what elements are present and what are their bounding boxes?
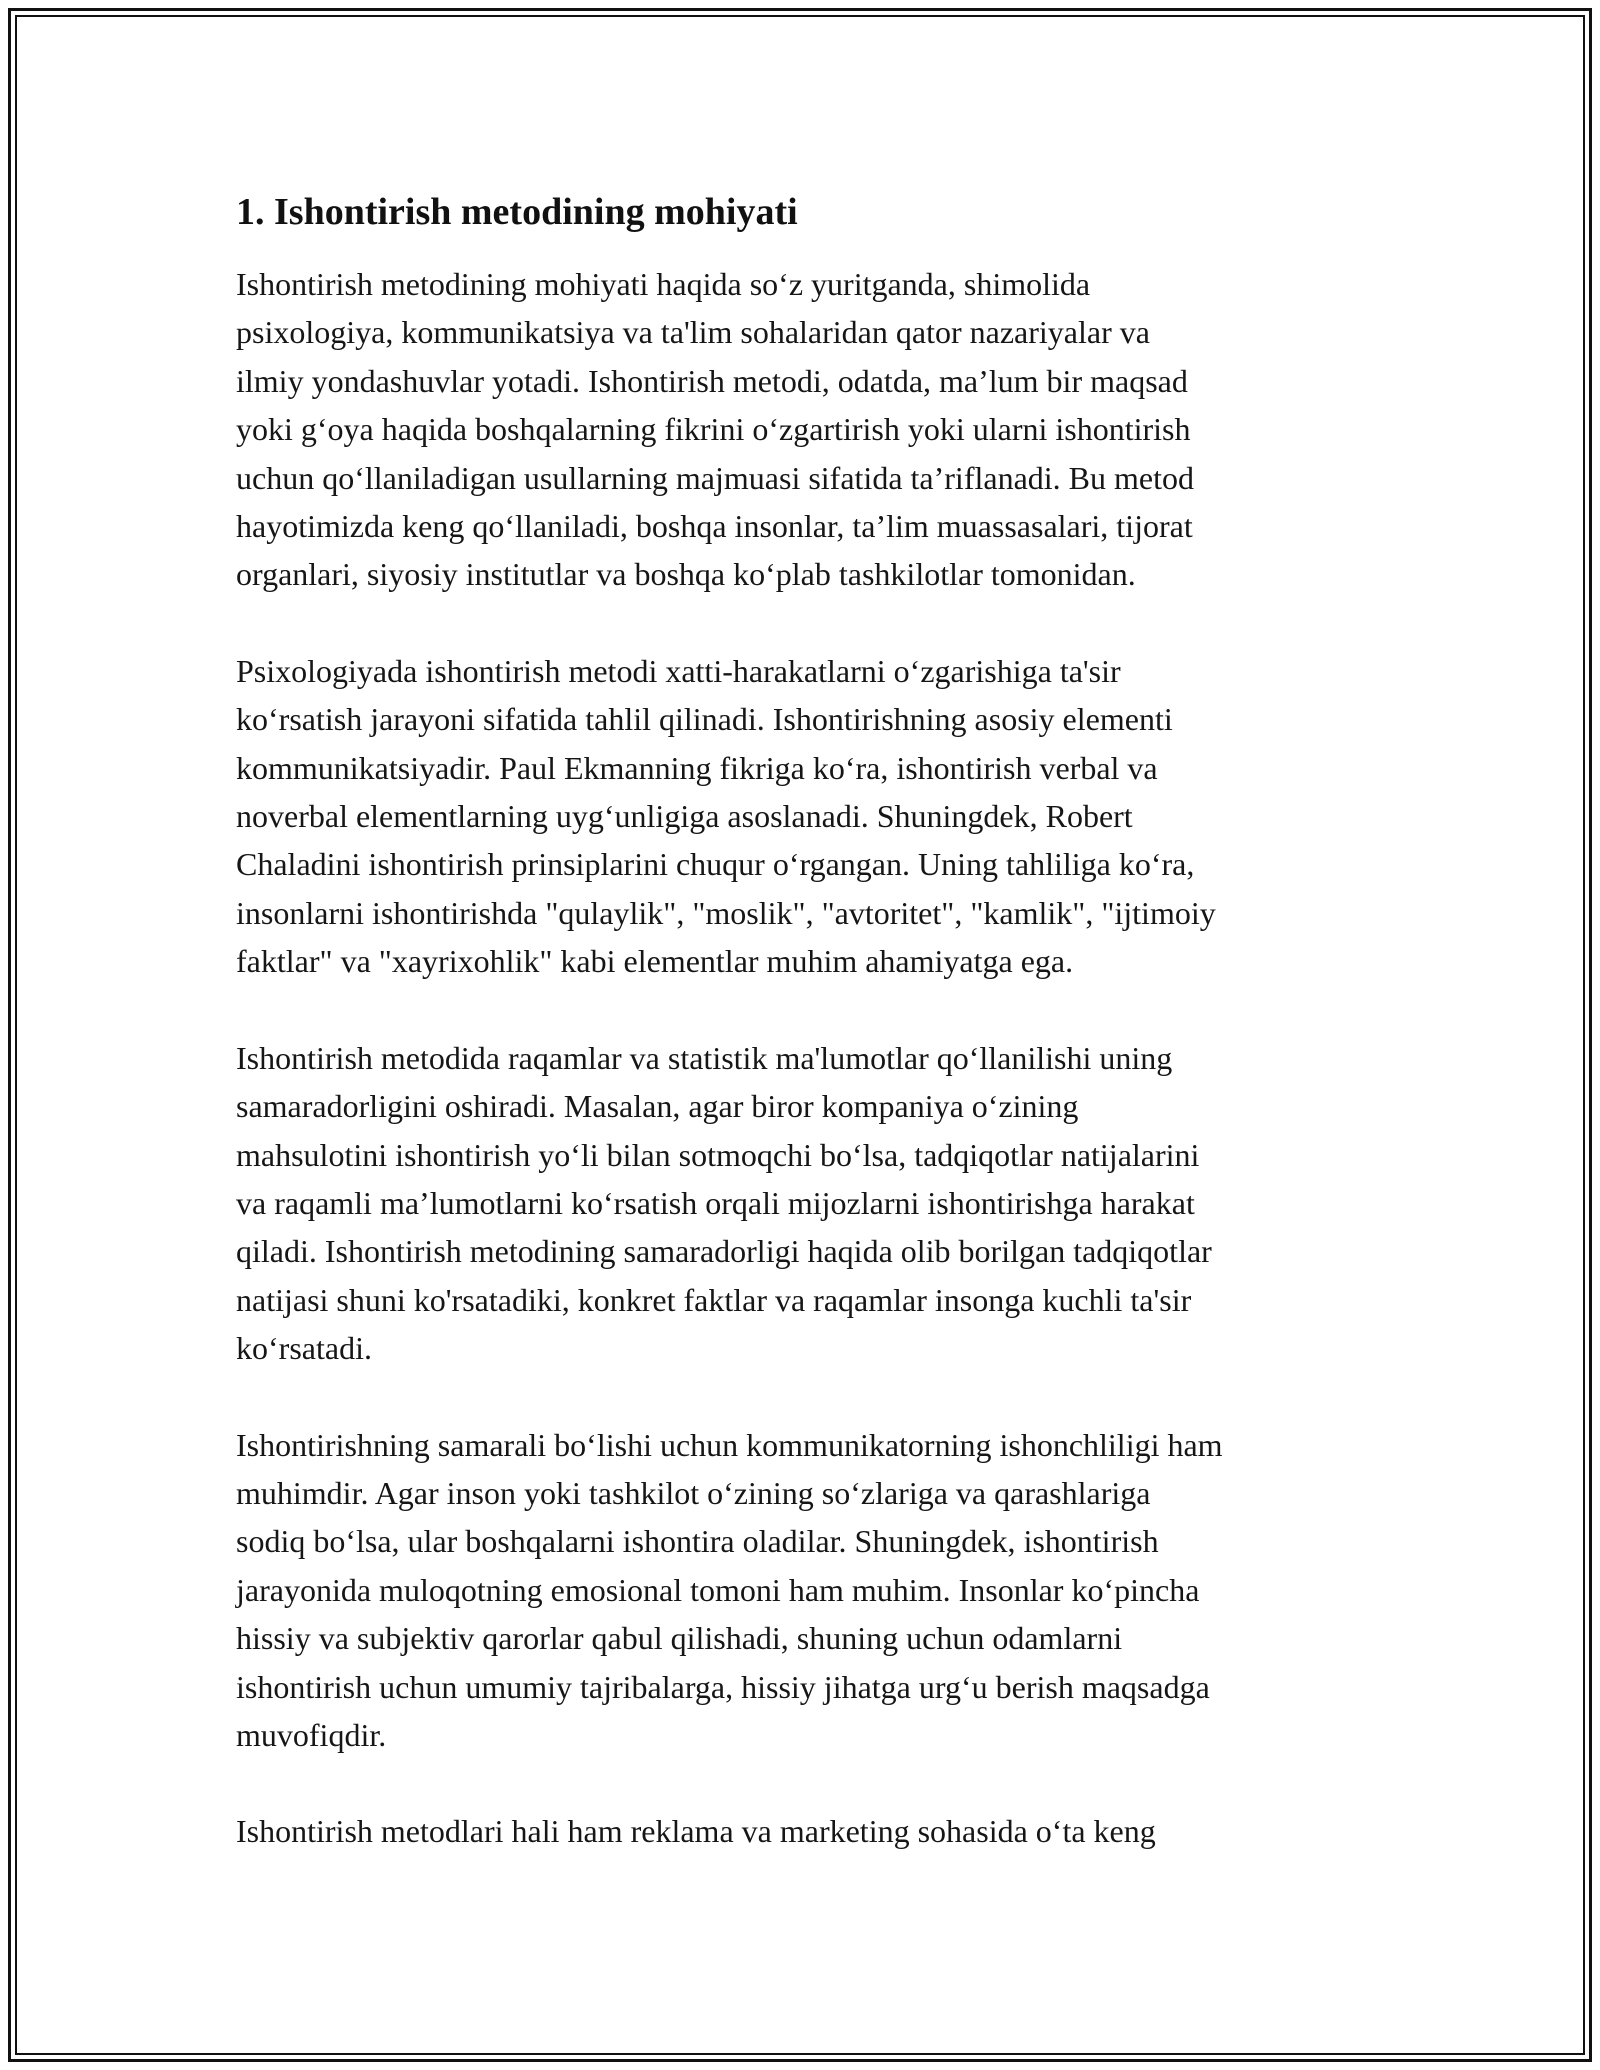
document-body bbox=[236, 188, 1376, 1856]
section-heading: 1. Ishontirish metodining mohiyati bbox=[236, 191, 798, 233]
paragraph-2: Psixologiyada ishontirish metodi xatti-harakatlarni o‘zgarishiga ta'sir ko‘rsatish jarayoni sifatida tahlil qilinadi. Ishontirishning asosiy elementi kommunikatsiyadir. Paul Ekmanning fikriga ko‘ra, ishontirish verbal va noverbal elementlarning uyg‘unligiga asoslanadi. Shuningdek, Robert Chaladini ishontirish prinsiplarini chuqur o‘rgangan. Uning tahliliga ko‘ra, insonlarni ishontirishda "qulaylik", "moslik", "avtoritet", "kamlik", "ijtimoiy faktlar" va "xayrixohlik" kabi elementlar muhim ahamiyatga ega. bbox=[236, 652, 1216, 980]
paragraph-1: Ishontirish metodining mohiyati haqida so‘z yuritganda, shimolida psixologiya, kommunikatsiya va ta'lim sohalaridan qator nazariyalar va ilmiy yondashuvlar yotadi. Ishontirish metodi, odatda, ma’lum bir maqsad yoki g‘oya haqida boshqalarning fikrini o‘zgartirish yoki ularni ishontirish uchun qo‘llaniladigan usullarning majmuasi sifatida ta’riflanadi. Bu metod hayotimizda keng qo‘llaniladi, boshqa insonlar, ta’lim muassasalari, tijorat organlari, siyosiy institutlar va boshqa ko‘plab tashkilotlar tomonidan. bbox=[236, 266, 1194, 593]
paragraph-3: Ishontirish metodida raqamlar va statistik ma'lumotlar qo‘llanilishi uning samaradorligini oshiradi. Masalan, agar biror kompaniya o‘zining mahsulotini ishontirish yo‘li bilan sotmoqchi bo‘lsa, tadqiqotlar natijalarini va raqamli ma’lumotlarni ko‘rsatish orqali mijozlarni ishontirishga harakat qiladi. Ishontirish metodining samaradorligi haqida olib borilgan tadqiqotlar natijasi shuni ko'rsatadiki, konkret faktlar va raqamlar insonga kuchli ta'sir ko‘rsatadi. bbox=[236, 1039, 1212, 1367]
paragraph-5: Ishontirish metodlari hali ham reklama va marketing sohasida o‘ta keng bbox=[236, 1813, 1156, 1850]
paragraph-4: Ishontirishning samarali bo‘lishi uchun kommunikatorning ishonchliligi ham muhimdir. Agar inson yoki tashkilot o‘zining so‘zlariga va qarashlariga sodiq bo‘lsa, ular boshqalarni ishontira oladilar. Shuningdek, ishontirish jarayonida muloqotning emosional tomoni ham muhim. Insonlar ko‘pincha hissiy va subjektiv qarorlar qabul qilishadi, shuning uchun odamlarni ishontirish uchun umumiy tajribalarga, hissiy jihatga urg‘u berish maqsadga muvofiqdir. bbox=[236, 1426, 1223, 1753]
